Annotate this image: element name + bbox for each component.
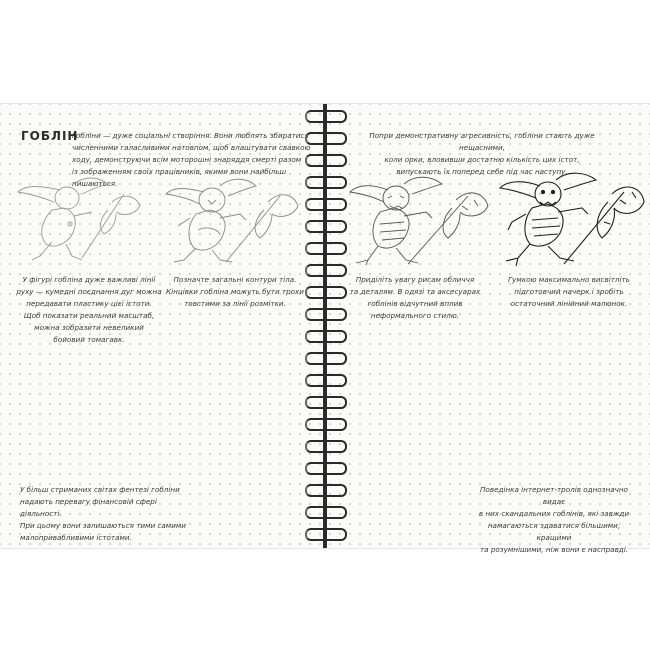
caption-step-3 — [340, 274, 490, 322]
intro-line: із зображенням своїх працівників, якими вони найбільш пишаються. — [72, 167, 287, 188]
caption-line: бойовий томагавк. — [53, 335, 125, 344]
caption-line: Позначте загальні контури тіла. — [173, 275, 297, 284]
caption-line: Приділіть увагу рисам обличчя — [355, 275, 475, 284]
sketchbook-spread — [0, 103, 650, 554]
caption-line: товстими за лінії розмітки. — [184, 299, 286, 308]
note-line: У більш стриманих світах фентезі гобліни — [20, 485, 180, 494]
caption-line: гоблінів відчутний вплив — [367, 299, 463, 308]
intro-line: численними галасливими натовпом, щоб влаштувати свавкою — [72, 143, 311, 152]
intro-line: ходу, демонструючи всім моторошні знаряддя смерті разом — [72, 155, 302, 164]
caption-line: Кінцівки гобліна можуть бути трохи — [166, 287, 304, 296]
caption-step-4 — [494, 274, 644, 310]
note-line: в них скандальних гоблінів, які завжди — [478, 509, 630, 518]
caption-step-1 — [14, 274, 164, 346]
note-line: малопривабливими істотами. — [20, 533, 132, 542]
goblin-gesture-sketch — [12, 172, 152, 267]
note-line: Поведінка інтернет-тролів однозначно видає — [480, 485, 628, 506]
intro-line: випускають їх поперед себе під час наступу. — [396, 167, 568, 176]
page-title: ГОБЛІН — [21, 129, 79, 143]
right-page — [330, 104, 650, 554]
caption-line: руху — кумедні поєднання дуг можна — [16, 287, 162, 296]
intro-line: коли орки, вловивши достатню кількість цих істот, — [384, 155, 580, 164]
goblin-detail-sketch — [344, 170, 494, 270]
note-line: намагаються здаватися більшими, кращими — [487, 521, 621, 542]
intro-line: Попри демонстративну агресивність, гобліни стають дуже нещасними, — [369, 131, 595, 152]
left-footnote — [20, 484, 192, 544]
goblin-contour-sketch — [160, 170, 305, 270]
caption-line: Щоб показати реальний масштаб, — [23, 311, 155, 320]
caption-line: передавати пластику цієї істоти. — [26, 299, 152, 308]
caption-line: остаточний лінійний малюнок. — [510, 299, 628, 308]
right-footnote — [474, 484, 634, 556]
intro-line: Гобліни — дуже соціальні створіння. Вони люблять збиратися — [72, 131, 309, 140]
note-line: надають перевагу фінансовій сфері діяльності. — [20, 497, 157, 518]
caption-line: підготовчий начерк і зробіть — [514, 287, 624, 296]
note-line: та розумнішими, ніж вони є насправді. — [479, 545, 629, 554]
caption-step-2 — [160, 274, 310, 310]
caption-line: та деталям. В одязі та аксесуарах — [349, 287, 481, 296]
binding-spine — [323, 104, 327, 548]
goblin-final-sketch — [496, 166, 646, 271]
caption-line: У фігурі гобліна дуже важливі лінії — [22, 275, 156, 284]
caption-line: Гумкою максимально висвітліть — [508, 275, 630, 284]
caption-line: неформального стилю. — [370, 311, 460, 320]
note-line: При цьому вони залишаються тими самими — [20, 521, 186, 530]
left-page — [0, 104, 320, 548]
caption-line: можна зобразити невеликий — [34, 323, 144, 332]
